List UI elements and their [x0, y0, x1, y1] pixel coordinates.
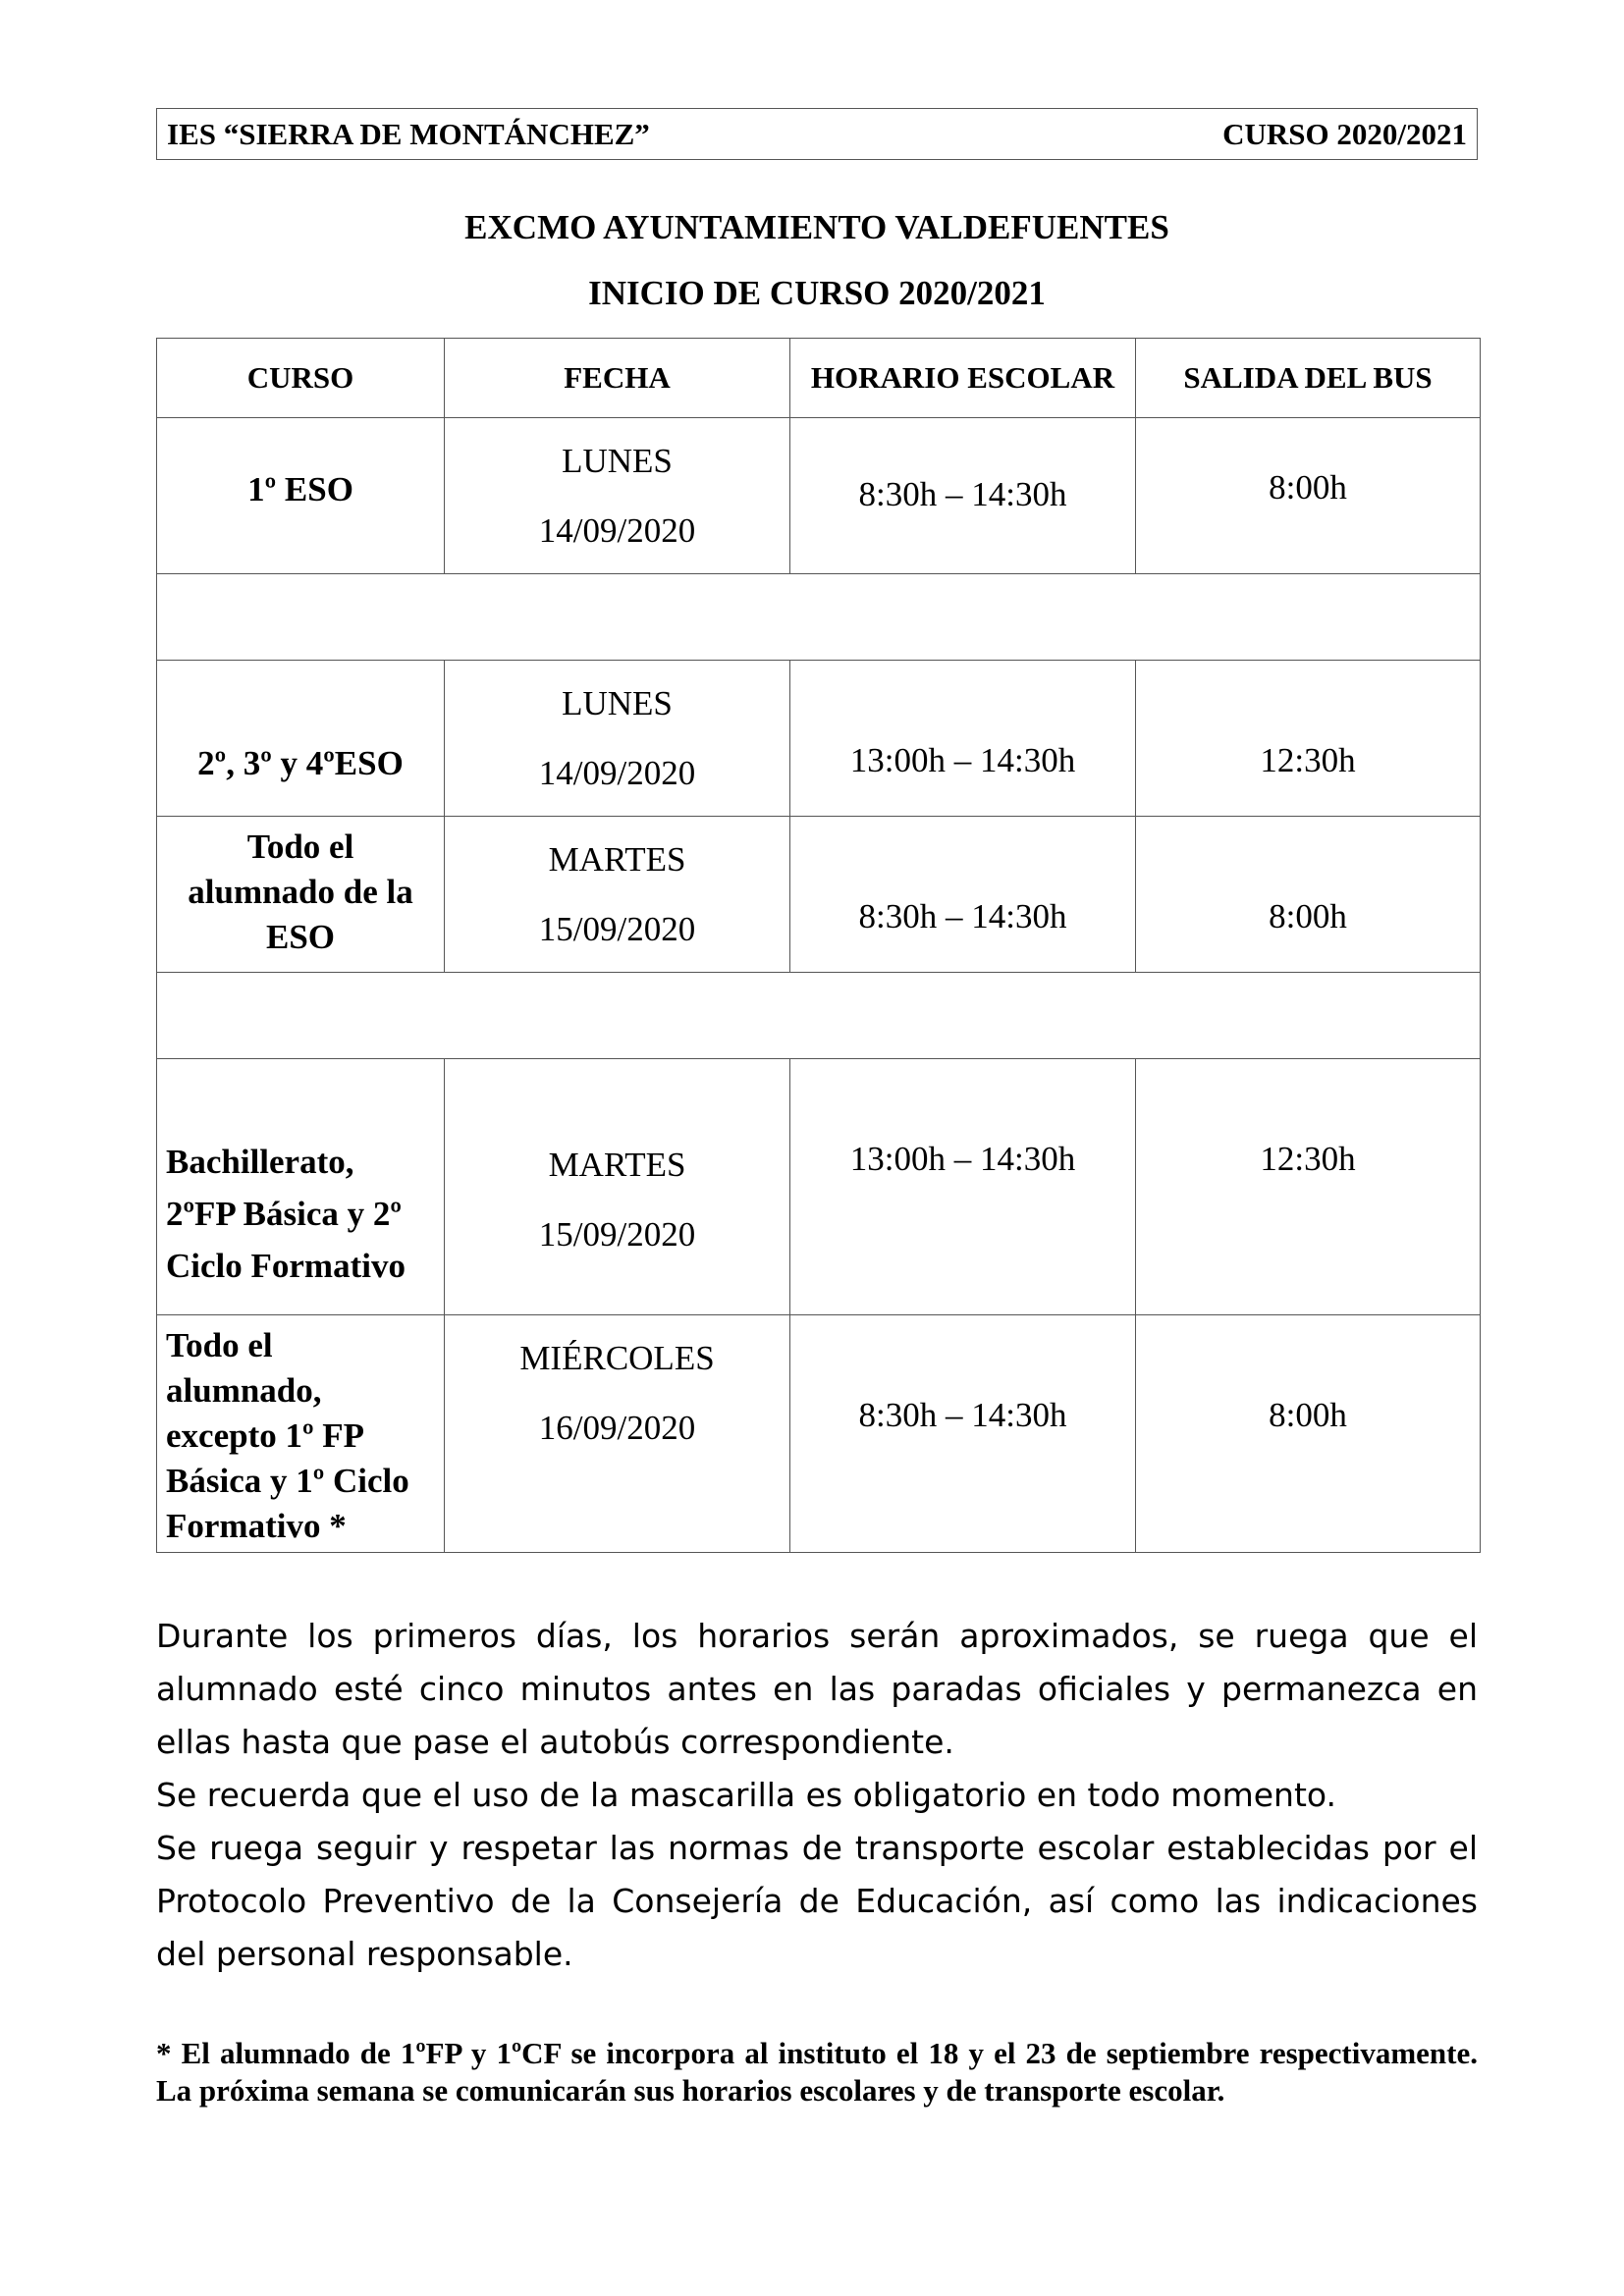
- row-curso: Bachillerato, 2ºFP Básica y 2º Ciclo Formativo: [157, 1059, 445, 1315]
- row-salida: 12:30h: [1136, 1059, 1481, 1315]
- title-course-start: INICIO DE CURSO 2020/2021: [588, 274, 1046, 312]
- row-curso: Todo el alumnado de la ESO: [157, 817, 445, 973]
- row-day: LUNES: [562, 684, 673, 722]
- row-horario: 13:00h – 14:30h: [790, 1059, 1136, 1315]
- header-fecha: FECHA: [445, 339, 790, 418]
- table-row: [157, 661, 1481, 817]
- table-row: [157, 1059, 1481, 1315]
- course-year: CURSO 2020/2021: [1222, 116, 1467, 151]
- row-day: MARTES: [548, 840, 686, 879]
- row-salida: 8:00h: [1136, 418, 1481, 574]
- row-day: MARTES: [548, 1146, 686, 1184]
- row-date: 15/09/2020: [538, 1215, 696, 1254]
- table-header-row: [157, 339, 1481, 418]
- row-date: 15/09/2020: [538, 910, 696, 948]
- row-fecha: [445, 1315, 790, 1553]
- blank-row: [157, 574, 1481, 661]
- notice-paragraph-schedules: Durante los primeros días, los horarios serán aproximados, se ruega que el alumnado esté cinco minutos antes en las paradas oficiales y permanezca en ellas hasta que pase el autobús correspondiente.: [156, 1617, 1478, 1761]
- row-date: 14/09/2020: [538, 754, 696, 792]
- notice-paragraph-mask: Se recuerda que el uso de la mascarilla es obligatorio en todo momento.: [156, 1776, 1337, 1814]
- header-horario: HORARIO ESCOLAR: [790, 339, 1136, 418]
- row-day: LUNES: [562, 442, 673, 480]
- row-horario: 8:30h – 14:30h: [790, 418, 1136, 574]
- row-day: MIÉRCOLES: [519, 1339, 715, 1377]
- header-curso: CURSO: [157, 339, 445, 418]
- notice-paragraph-rules: Se ruega seguir y respetar las normas de transporte escolar establecidas por el Protocolo Preventivo de la Consejería de Educación, así como las indicaciones del personal responsable.: [156, 1829, 1478, 1973]
- row-salida: 8:00h: [1136, 817, 1481, 973]
- row-fecha: [445, 661, 790, 817]
- table-row: [157, 817, 1481, 973]
- row-horario: 8:30h – 14:30h: [790, 1315, 1136, 1553]
- row-fecha: [445, 817, 790, 973]
- row-salida: 12:30h: [1136, 661, 1481, 817]
- blank-row: [157, 973, 1481, 1059]
- row-curso: 2º, 3º y 4ºESO: [157, 661, 445, 817]
- row-horario: 8:30h – 14:30h: [790, 817, 1136, 973]
- row-fecha: [445, 418, 790, 574]
- footnote: * El alumnado de 1ºFP y 1ºCF se incorpora al instituto el 18 y el 23 de septiembre respectivamente. La próxima semana se comunicarán sus horarios escolares y de transporte escolar.: [156, 2036, 1478, 2108]
- row-curso: 1º ESO: [157, 418, 445, 574]
- title-council: EXCMO AYUNTAMIENTO VALDEFUENTES: [464, 208, 1169, 246]
- row-curso: Todo el alumnado, excepto 1º FP Básica y 1º Ciclo Formativo *: [157, 1315, 445, 1553]
- header-box: [156, 108, 1478, 160]
- table-row: [157, 1315, 1481, 1553]
- row-horario: 13:00h – 14:30h: [790, 661, 1136, 817]
- row-date: 14/09/2020: [538, 511, 696, 550]
- header-salida: SALIDA DEL BUS: [1136, 339, 1481, 418]
- schedule-table: [156, 338, 1481, 1553]
- row-salida: 8:00h: [1136, 1315, 1481, 1553]
- row-date: 16/09/2020: [538, 1409, 696, 1447]
- table-row: [157, 418, 1481, 574]
- school-name: IES “SIERRA DE MONTÁNCHEZ”: [167, 116, 650, 151]
- row-fecha: [445, 1059, 790, 1315]
